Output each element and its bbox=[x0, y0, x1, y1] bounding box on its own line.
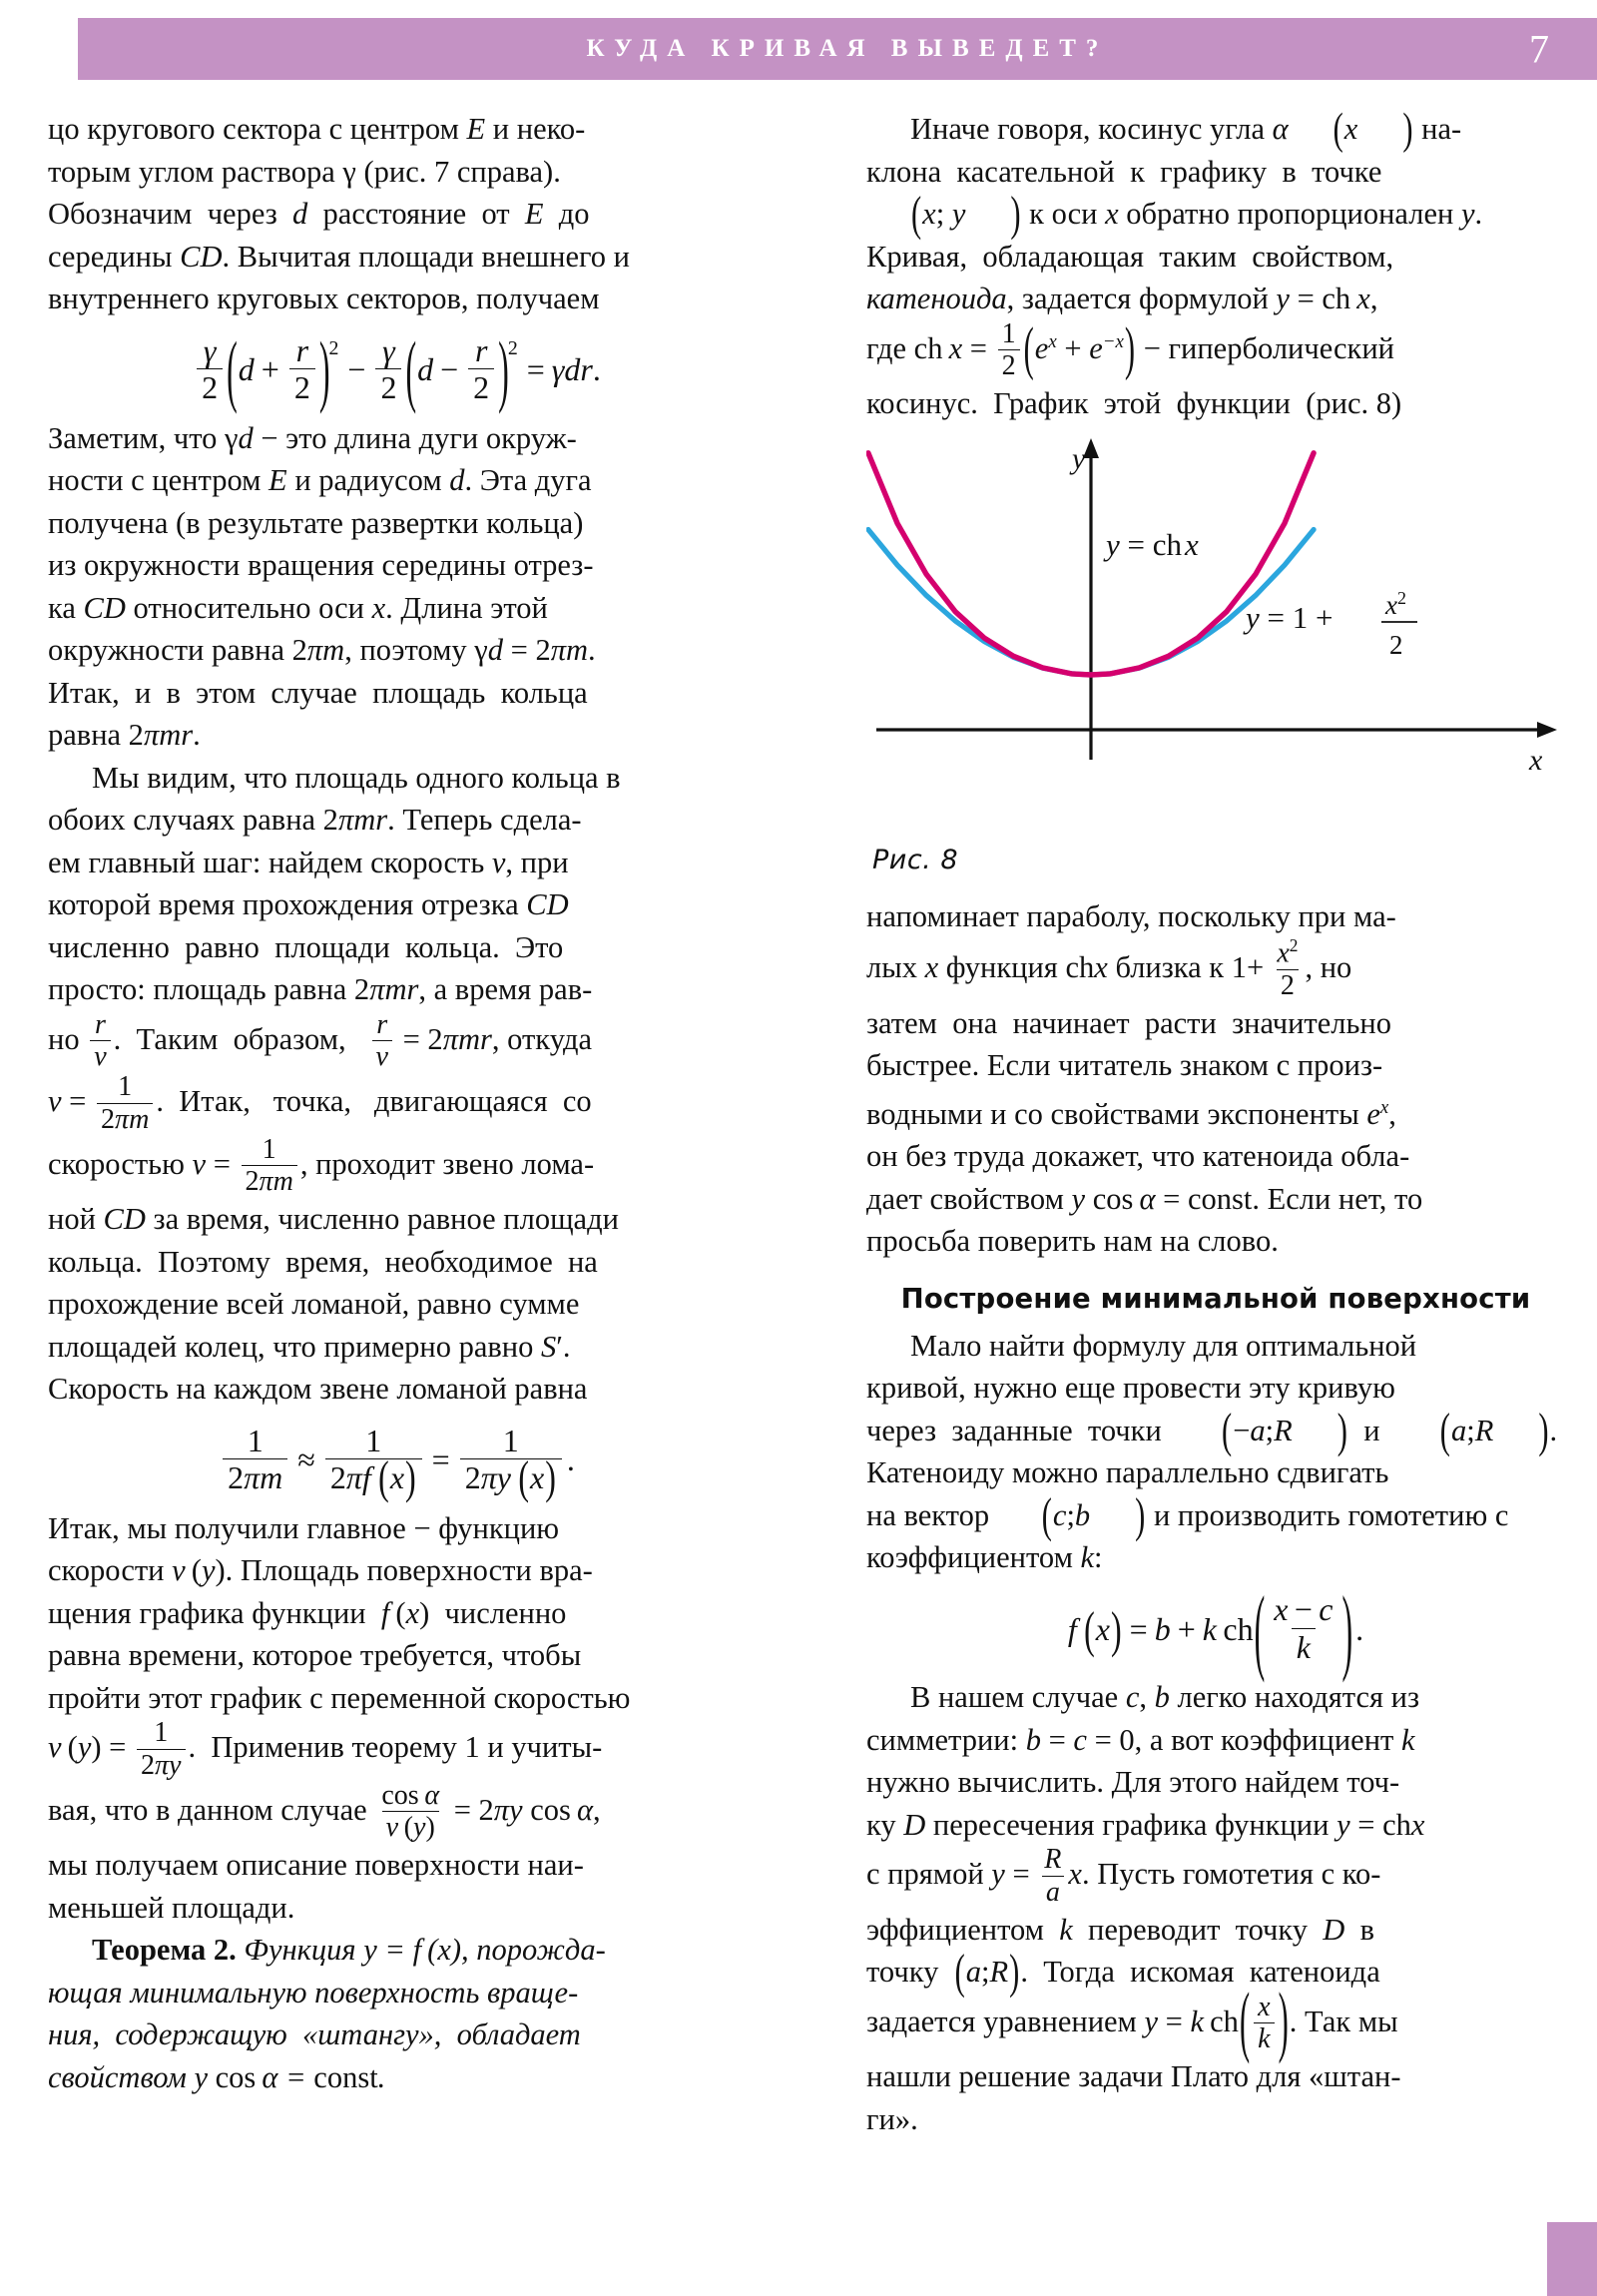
page-number: 7 bbox=[1529, 26, 1549, 72]
paragraph-p4-line-c: мы получаем описание поверхности наи- меньшей площади. bbox=[48, 1848, 584, 1925]
paragraph-r4: В нашем случае c, b легко находятся из симметрии: b = c = 0, а вот коэффициент k нужно вычислить. Для этого найдем точ- ку D пересечения графика функции y = chx bbox=[866, 1680, 1425, 1842]
formula-gamma-sectors: $\frac{\gamma}{2}$ ( d + $\frac{r}{2}$ ) 2 − $\frac{\gamma}{2}$ ( d − $\frac{r}{2}$ ) 2 = γdr . bbox=[48, 334, 747, 405]
paragraph-p1: цо кругового сектора с центром E и неко- торым углом раствора γ (рис. 7 справа). Обозначим через d расстояние от E до середины CD. Вычитая площади внешнего и внутреннего круговых секторов, получаем bbox=[48, 112, 630, 315]
paragraph-r2-line-b: затем она начинает расти значительно быстрее. Если читатель знаком с произ- водными и со свойствами экспоненты $e^x$, он без труда докажет, что катеноида обла- дает свойством y cos α = const. Если нет, то просьба поверить нам на слово. bbox=[866, 1005, 1423, 1259]
paragraph-r3: Мало найти формулу для оптимальной кривой, нужно еще провести эту кривую через заданные точки (−a;R ) и (a;R ). Катеноиду можно параллельно сдвигать на вектор (c;b ) и производить гомотетию с коэффициентом k: bbox=[866, 1328, 1558, 1575]
paragraph-theorem-2: Теорема 2. Функция y = f (x), порожда- ющая минимальную поверхность враще- ния, содержащую «штангу», обладает свойством y cos α = const. bbox=[48, 1933, 606, 2094]
paragraph-p4-line-b: вая, что в данном случае $\frac{\text{cos α}}{v (y)}$ = 2πy cos α, bbox=[48, 1779, 601, 1844]
formula-homothety: f ( x ) = b + k ch ( $\frac{x - c}{k}$ ) . bbox=[1067, 1574, 1364, 1683]
annotation-parabola bbox=[1243, 588, 1417, 660]
paragraph-r4-line-a: с прямой y = $\frac{R}{a}$ x. Пусть гомотетия с ко- bbox=[866, 1844, 1381, 1908]
paragraph-p3-line-c: скоростью v = $\frac{1}{2\pi m}$ , проходит звено лома- bbox=[48, 1133, 595, 1198]
inline-fraction-x2-2: $\frac{x^2}{2}$ bbox=[1277, 935, 1299, 1002]
annotation-ch-x: y = chx bbox=[1106, 527, 1199, 563]
svg-text:y = 1 +: y = 1 + bbox=[1246, 600, 1333, 636]
inline-fraction-R-a: $\frac{R}{a}$ bbox=[1040, 1845, 1065, 1907]
paragraph-p2: Заметим, что γd − это длина дуги окруж- ности с центром E и радиусом d. Эта дуга получена (в результате развертки кольца) из окружности вращения середины отрез- ка CD относительно оси x. Длина этой окружности равна 2πm, поэтому γd = 2πm. Итак, и в этом случае площадь кольца равна 2πmr. bbox=[48, 420, 596, 753]
figure-8 bbox=[866, 430, 1565, 842]
left-column bbox=[48, 108, 747, 2098]
corner-tab-decoration bbox=[1547, 2222, 1597, 2296]
section-heading: Построение минимальной поверхности bbox=[900, 1282, 1531, 1315]
paragraph-r4-line-b: эффициентом k переводит точку D в точку (a;R). Тогда искомая катеноида bbox=[866, 1912, 1380, 2000]
y-axis bbox=[1083, 438, 1099, 760]
formula-speed-approx: $\frac{1}{2\pi m}$ ≈ $\frac{1}{2\pi f (x)}$ = $\frac{1}{2\pi y (x)}$ . bbox=[48, 1425, 747, 1495]
figure-caption: Рис. 8 bbox=[872, 844, 959, 875]
paragraph-r4-line-d: нашли решение задачи Плато для «штан- ги». bbox=[866, 2059, 1401, 2136]
running-head bbox=[78, 18, 1597, 80]
paragraph-r2-line-a: лых x функция chx близка к 1+ $\frac{x^2}{2}$ , но bbox=[866, 935, 1352, 1002]
running-head-title: КУДА КРИВАЯ ВЫВЕДЕТ? bbox=[586, 35, 1109, 62]
paragraph-p4: Итак, мы получили главное − функцию скорости v (y). Площадь поверхности вра- щения графика функции f (x) численно равна времени, которое требуется, чтобы пройти этот график с переменной скоростью bbox=[48, 1510, 631, 1715]
svg-text:2: 2 bbox=[1389, 630, 1403, 661]
inline-fraction-1-2pim: $\frac{1}{2\pi m}$ bbox=[97, 1072, 153, 1134]
inline-fraction-cos-v: $\frac{\text{cos α}}{v (y)}$ bbox=[381, 1779, 440, 1844]
x-axis bbox=[876, 722, 1557, 738]
svg-text:x2: $x^2$ bbox=[1385, 588, 1406, 621]
paragraph-p3-line-b: v = $\frac{1}{2\pi m}$ . Итак, точка, двигающаяся со bbox=[48, 1071, 592, 1135]
paragraph-p4-line-a: v (y) = $\frac{1}{2\pi y}$ . Применив теорему 1 и учиты- bbox=[48, 1717, 603, 1782]
paragraph-p3: Мы видим, что площадь одного кольца в обоих случаях равна 2πmr. Теперь сдела- ем главный шаг: найдем скорость v, при которой время прохождения отрезка CD численно равно площади кольца. Это просто: площадь равна 2πmr, а время рав- bbox=[48, 760, 621, 1007]
paragraph-r2: напоминает параболу, поскольку при ма- bbox=[866, 899, 1396, 934]
paragraph-p3-line-d: ной CD за время, численно равное площади кольца. Поэтому время, необходимое на прохождение всей ломаной, равно сумме площадей колец, что примерно равно S′. Скорость на каждом звене ломаной равна bbox=[48, 1202, 619, 1407]
inline-fraction-half: $\frac{1}{2}$ bbox=[998, 319, 1020, 381]
paragraph-r1-line-a: где ch x = $\frac{1}{2}$ $(e^x + e^{-x})$ − гиперболический bbox=[866, 314, 1394, 382]
paragraph-r1: Иначе говоря, косинус угла α (x ) на- клона касательной к графику в точке (x; y ) к оси x обратно пропорционален y. Кривая, обладающая таким свойством, катеноида, задается формулой y = ch x, bbox=[866, 104, 1483, 315]
figure-8-svg bbox=[866, 430, 1565, 830]
right-column bbox=[866, 104, 1565, 2140]
y-axis-label: y bbox=[1072, 442, 1086, 476]
paragraph-p3-line-a: но $\frac{r}{v}$ . Таким образом, $\frac{r}{v}$ = 2πmr, откуда bbox=[48, 1008, 593, 1073]
inline-fraction-1-2piy: $\frac{1}{2\pi y}$ bbox=[137, 1718, 186, 1780]
x-axis-label: x bbox=[1529, 744, 1543, 778]
theorem-label: Теорема 2. bbox=[92, 1933, 237, 1968]
paragraph-r4-line-c: задается уравнением y = k ch( $\frac{x}{k}$ ). Так мы bbox=[866, 1977, 1398, 2065]
paragraph-r1-line-b: косинус. График этой функции (рис. 8) bbox=[866, 385, 1402, 420]
inline-fraction-r-v: $\frac{r}{v}$ bbox=[90, 1010, 110, 1072]
